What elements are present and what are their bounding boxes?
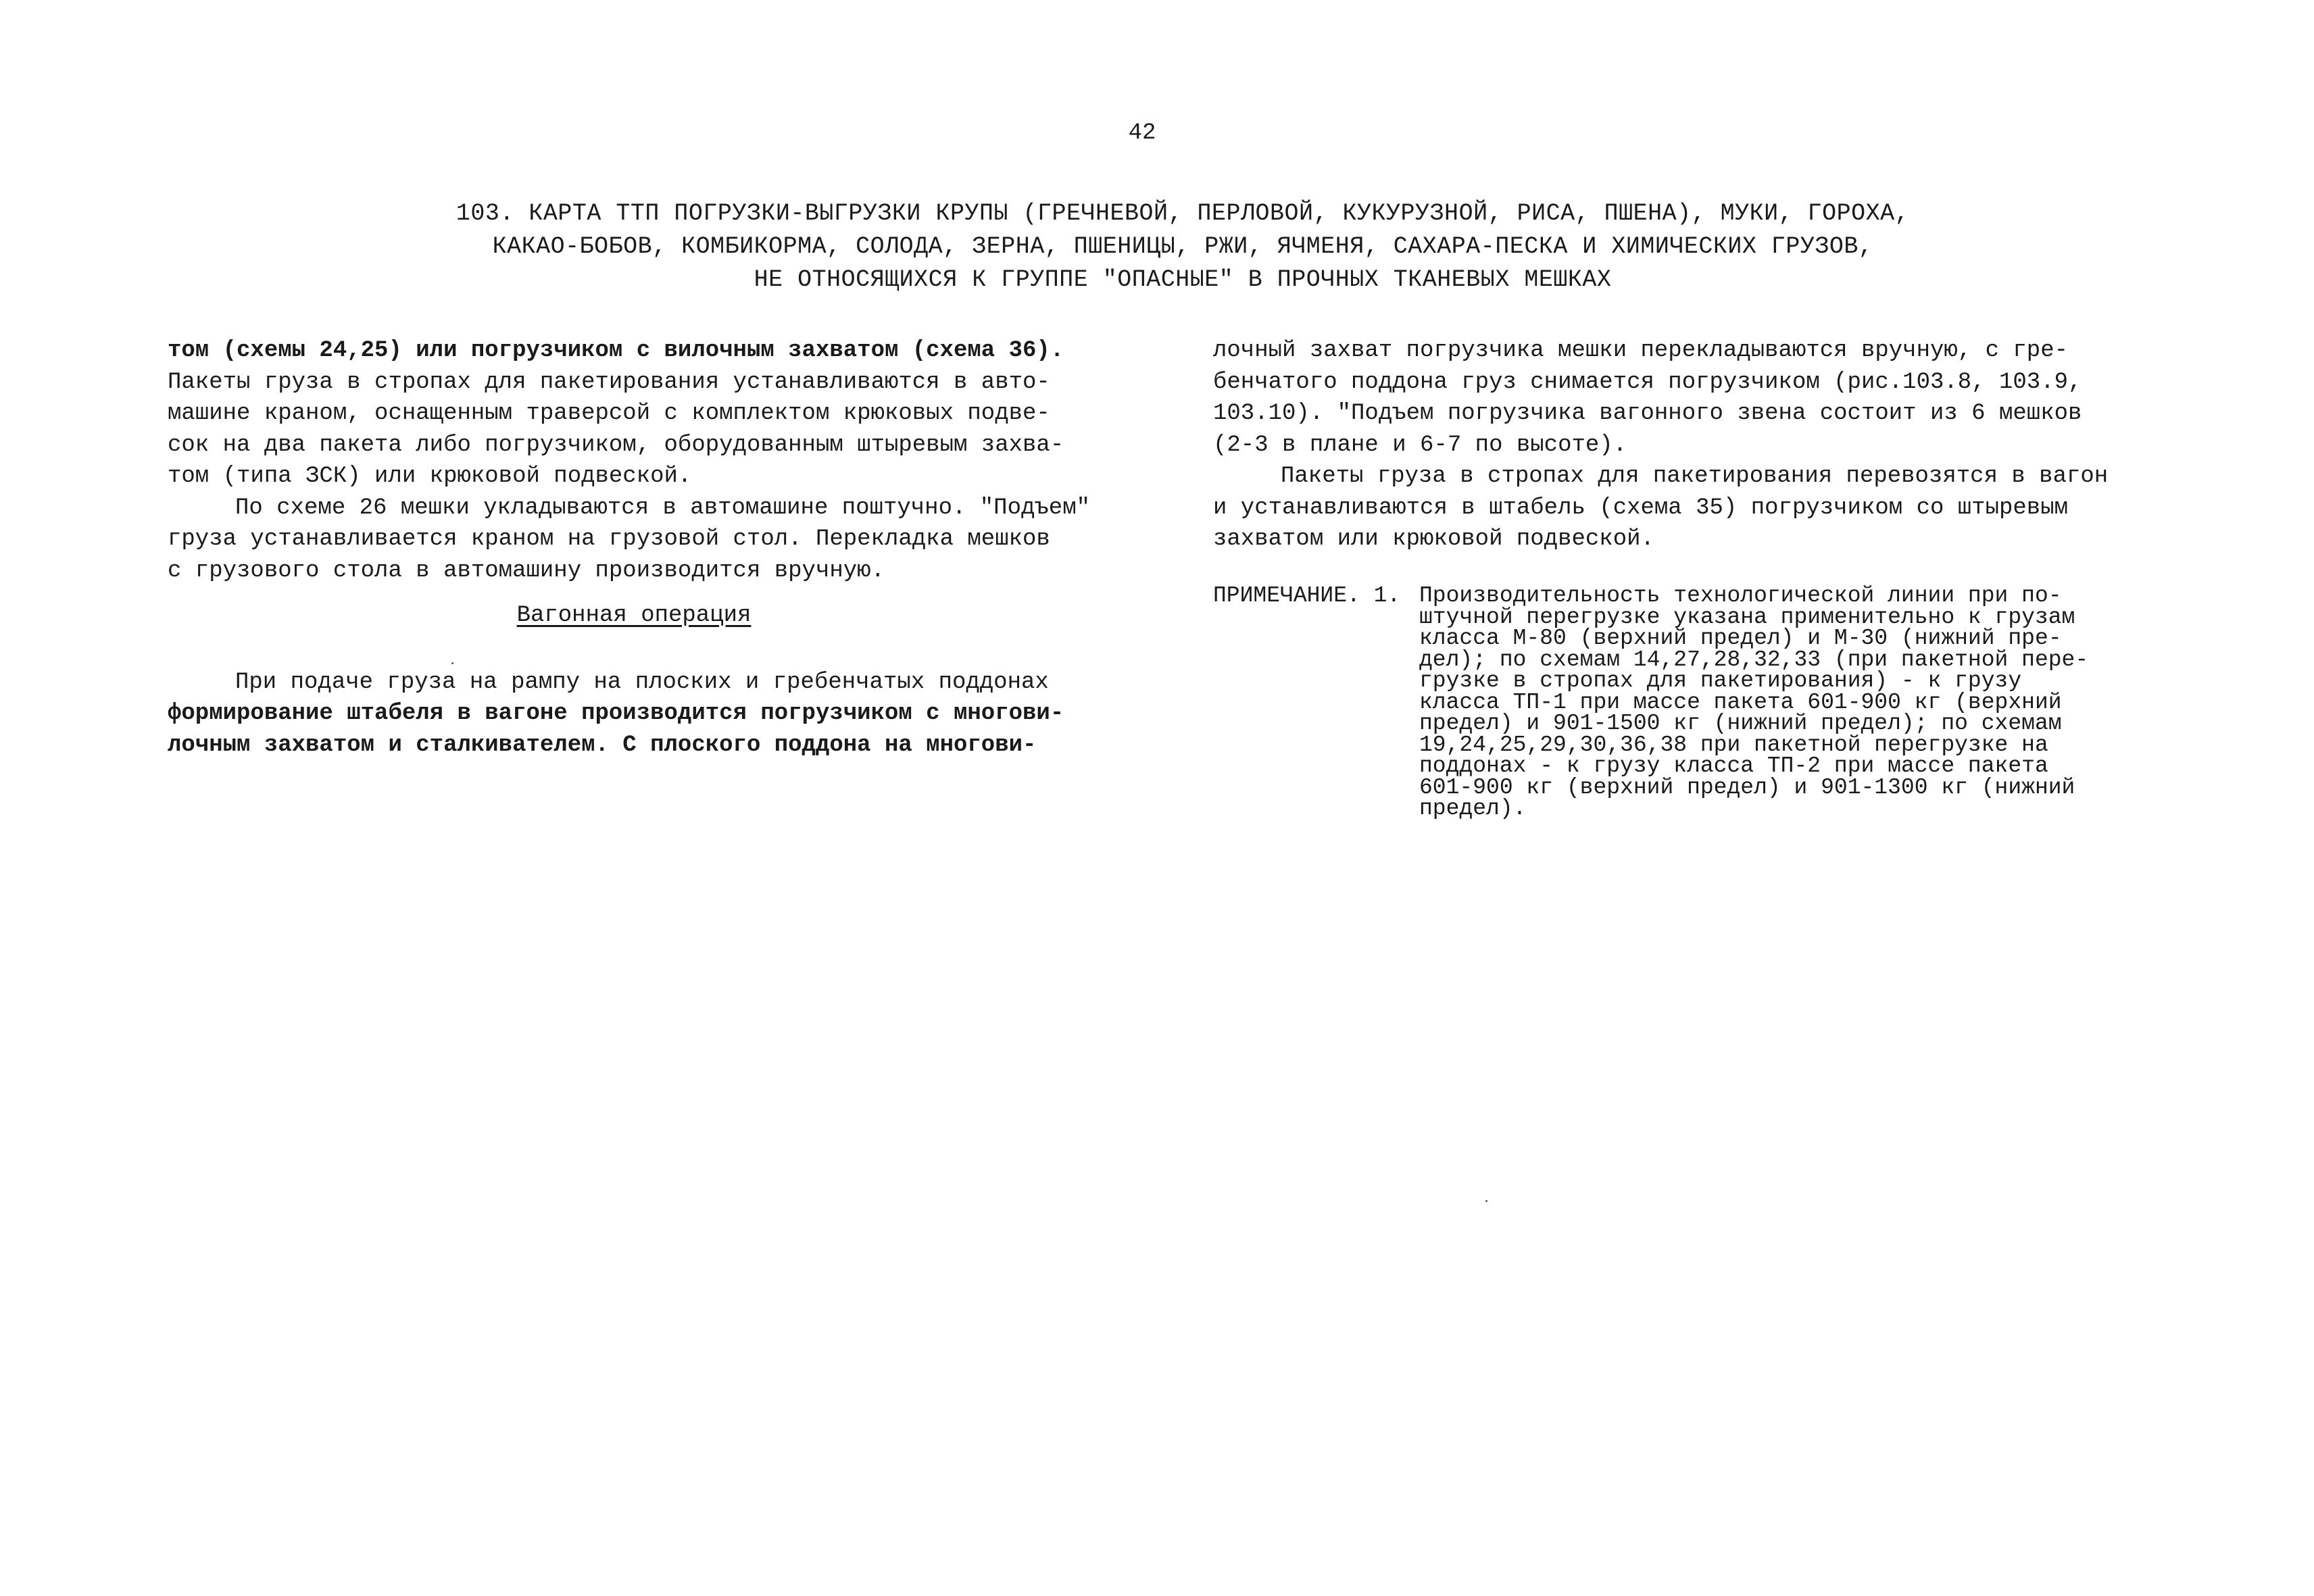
note-line: класса М-80 (верхний предел) и М-30 (нижний пре- [1419, 626, 2062, 651]
scan-speck [1485, 1200, 1487, 1202]
text-line: том (типа ЗСК) или крюковой подвеской. [168, 464, 692, 489]
text-line: груза устанавливается краном на грузовой стол. Перекладка мешков [168, 526, 1050, 552]
note-line: предел) и 901-1500 кг (нижний предел); по схемам [1419, 711, 2062, 736]
text-line: Пакеты груза в стропах для пакетирования перевозятся в вагон [1281, 464, 2109, 489]
page-number: 42 [1128, 120, 1156, 146]
title-line: НЕ ОТНОСЯЩИХСЯ К ГРУППЕ "ОПАСНЫЕ" В ПРОЧНЫХ ТКАНЕВЫХ МЕШКАХ [754, 266, 1612, 293]
section-heading-text: Вагонная операция [516, 603, 752, 628]
left-column [168, 335, 1114, 761]
text-line: сок на два пакета либо погрузчиком, оборудованным штыревым захва- [168, 432, 1064, 458]
paragraph-wagon-operation [168, 667, 1114, 762]
note-line: 601-900 кг (верхний предел) и 901-1300 кг (нижний [1419, 774, 2075, 800]
text-line: захватом или крюковой подвеской. [1213, 526, 1654, 552]
paragraph-continuation [168, 335, 1114, 493]
paragraph-scheme-26 [168, 493, 1114, 587]
note-line: дел); по схемам 14,27,28,32,33 (при пакетной пере- [1419, 647, 2089, 672]
text-line: (2-3 в плане и 6-7 по высоте). [1213, 432, 1627, 458]
title-line: 103. КАРТА ТТП ПОГРУЗКИ-ВЫГРУЗКИ КРУПЫ (ГРЕЧНЕВОЙ, ПЕРЛОВОЙ, КУКУРУЗНОЙ, РИСА, ПШЕНА), МУКИ, ГОРОХА, [456, 200, 1910, 227]
note-line: предел). [1419, 796, 1527, 821]
text-line: и устанавливаются в штабель (схема 35) погрузчиком со штыревым [1213, 495, 2069, 521]
note-label: ПРИМЕЧАНИЕ. 1. [1213, 583, 1401, 608]
section-heading [168, 600, 1100, 632]
text-line: лочным захватом и сталкивателем. С плоского поддона на многови- [168, 732, 1037, 758]
text-line: Пакеты груза в стропах для пакетирования устанавливаются в авто- [168, 369, 1050, 395]
text-line: том (схемы 24,25) или погрузчиком с вилочным захватом (схема 36). [168, 338, 1064, 364]
paragraph-packets [1213, 461, 2146, 555]
text-line: 103.10). "Подъем погрузчика вагонного звена состоит из 6 мешков [1213, 401, 2082, 426]
text-line: По схеме 26 мешки укладываются в автомашине поштучно. "Подъем" [235, 495, 1091, 521]
note-text [1419, 585, 2163, 820]
paragraph-continuation [1213, 335, 2146, 461]
title-line: КАКАО-БОБОВ, КОМБИКОРМА, СОЛОДА, ЗЕРНА, ПШЕНИЦЫ, РЖИ, ЯЧМЕНЯ, САХАРА-ПЕСКА И ХИМИЧЕСКИХ ГРУЗОВ, [492, 233, 1873, 260]
text-line: формирование штабеля в вагоне производится погрузчиком с многови- [168, 701, 1064, 726]
right-column [1213, 335, 2146, 555]
text-line: бенчатого поддона груз снимается погрузчиком (рис.103.8, 103.9, [1213, 369, 2082, 395]
note-line: Производительность технологической линии при по- [1419, 583, 2062, 608]
text-line: При подаче груза на рампу на плоских и гребенчатых поддонах [235, 669, 1049, 695]
text-line: лочный захват погрузчика мешки перекладываются вручную, с гре- [1213, 338, 2069, 364]
document-title [405, 197, 1960, 297]
note-line: поддонах - к грузу класса ТП-2 при массе пакета [1419, 753, 2048, 778]
note-line: грузке в стропах для пакетирования) - к грузу [1419, 668, 2022, 693]
text-line: с грузового стола в автомашину производится вручную. [168, 557, 885, 584]
note-line: класса ТП-1 при массе пакета 601-900 кг (верхний [1419, 689, 2062, 715]
text-line: машине краном, оснащенным траверсой с комплектом крюковых подве- [168, 401, 1050, 426]
scan-speck [451, 662, 453, 664]
note-line: 19,24,25,29,30,36,38 при пакетной перегрузке на [1419, 732, 2048, 757]
note-line: штучной перегрузке указана применительно к грузам [1419, 604, 2075, 630]
